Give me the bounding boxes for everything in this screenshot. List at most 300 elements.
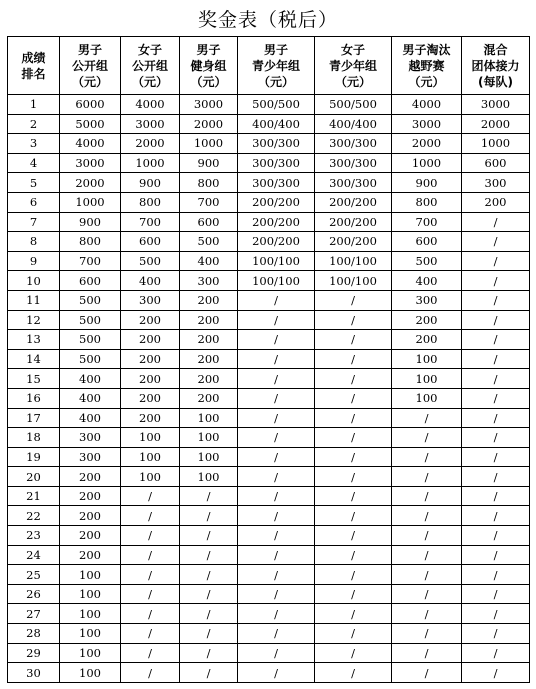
prize-cell-mixed-team-relay: 3000 xyxy=(462,95,530,115)
prize-cell-men-elimination-trail: / xyxy=(392,604,462,624)
table-row xyxy=(8,663,530,683)
prize-cell-mixed-team-relay: / xyxy=(462,330,530,350)
prize-cell-women-open: 700 xyxy=(121,212,180,232)
table-row xyxy=(8,349,530,369)
prize-cell-men-youth: / xyxy=(238,447,315,467)
rank-cell: 5 xyxy=(8,173,60,193)
prize-cell-men-elimination-trail: / xyxy=(392,486,462,506)
prize-cell-men-elimination-trail: 400 xyxy=(392,271,462,291)
prize-cell-men-open: 300 xyxy=(60,428,121,448)
prize-cell-mixed-team-relay: / xyxy=(462,565,530,585)
prize-cell-women-youth: / xyxy=(315,447,392,467)
prize-cell-men-elimination-trail: / xyxy=(392,506,462,526)
column-header-rank xyxy=(8,37,60,95)
prize-cell-mixed-team-relay: / xyxy=(462,663,530,683)
table-row xyxy=(8,604,530,624)
prize-cell-men-youth: 400/400 xyxy=(238,114,315,134)
prize-cell-women-open: 200 xyxy=(121,330,180,350)
prize-cell-mixed-team-relay: / xyxy=(462,349,530,369)
rank-cell: 26 xyxy=(8,584,60,604)
prize-cell-men-elimination-trail: 200 xyxy=(392,310,462,330)
prize-cell-men-elimination-trail: / xyxy=(392,545,462,565)
prize-cell-mixed-team-relay: / xyxy=(462,271,530,291)
column-header-line: 男子 xyxy=(263,42,288,57)
prize-cell-women-youth: / xyxy=(315,310,392,330)
column-header-line: (每队) xyxy=(478,74,513,89)
prize-cell-men-open: 1000 xyxy=(60,192,121,212)
prize-cell-women-open: / xyxy=(121,604,180,624)
prize-cell-women-youth: 200/200 xyxy=(315,192,392,212)
rank-cell: 23 xyxy=(8,526,60,546)
prize-cell-mixed-team-relay: / xyxy=(462,624,530,644)
table-row xyxy=(8,290,530,310)
prize-cell-men-open: 100 xyxy=(60,604,121,624)
prize-cell-women-youth: / xyxy=(315,486,392,506)
prize-cell-men-open: 100 xyxy=(60,663,121,683)
prize-cell-men-elimination-trail: 700 xyxy=(392,212,462,232)
prize-cell-women-youth: 300/300 xyxy=(315,173,392,193)
column-header-line: （元） xyxy=(71,74,108,89)
prize-cell-mixed-team-relay: / xyxy=(462,290,530,310)
prize-cell-men-youth: / xyxy=(238,349,315,369)
prize-cell-men-fitness: 3000 xyxy=(180,95,238,115)
prize-cell-men-fitness: 100 xyxy=(180,467,238,487)
rank-cell: 28 xyxy=(8,624,60,644)
prize-cell-women-open: 200 xyxy=(121,369,180,389)
prize-cell-mixed-team-relay: / xyxy=(462,212,530,232)
prize-cell-men-fitness: / xyxy=(180,486,238,506)
prize-cell-mixed-team-relay: / xyxy=(462,604,530,624)
prize-cell-men-elimination-trail: / xyxy=(392,467,462,487)
table-row xyxy=(8,134,530,154)
prize-cell-men-elimination-trail: / xyxy=(392,408,462,428)
prize-cell-men-open: 400 xyxy=(60,408,121,428)
prize-cell-men-youth: / xyxy=(238,388,315,408)
prize-cell-mixed-team-relay: / xyxy=(462,447,530,467)
prize-cell-women-open: / xyxy=(121,526,180,546)
column-header-women-open xyxy=(121,37,180,95)
prize-cell-men-elimination-trail: 100 xyxy=(392,369,462,389)
prize-cell-men-youth: 200/200 xyxy=(238,232,315,252)
prize-cell-women-youth: 100/100 xyxy=(315,271,392,291)
rank-cell: 16 xyxy=(8,388,60,408)
table-title: 奖金表（税后） xyxy=(197,9,338,31)
prize-cell-men-youth: 500/500 xyxy=(238,95,315,115)
prize-cell-men-elimination-trail: 800 xyxy=(392,192,462,212)
prize-cell-men-elimination-trail: 600 xyxy=(392,232,462,252)
prize-cell-men-open: 300 xyxy=(60,447,121,467)
prize-cell-men-elimination-trail: / xyxy=(392,663,462,683)
prize-cell-women-open: 900 xyxy=(121,173,180,193)
prize-cell-men-elimination-trail: 2000 xyxy=(392,134,462,154)
prize-cell-men-fitness: / xyxy=(180,643,238,663)
prize-cell-mixed-team-relay: / xyxy=(462,467,530,487)
prize-cell-mixed-team-relay: 1000 xyxy=(462,134,530,154)
column-header-line: 男子 xyxy=(196,42,221,57)
prize-cell-men-elimination-trail: 1000 xyxy=(392,153,462,173)
prize-cell-men-elimination-trail: / xyxy=(392,447,462,467)
prize-cell-men-fitness: / xyxy=(180,624,238,644)
prize-cell-women-open: / xyxy=(121,584,180,604)
prize-cell-men-fitness: / xyxy=(180,506,238,526)
prize-cell-women-youth: / xyxy=(315,663,392,683)
prize-cell-men-open: 500 xyxy=(60,349,121,369)
prize-cell-women-youth: / xyxy=(315,349,392,369)
prize-cell-men-elimination-trail: / xyxy=(392,624,462,644)
prize-cell-men-fitness: 100 xyxy=(180,408,238,428)
prize-cell-mixed-team-relay: / xyxy=(462,369,530,389)
prize-cell-men-fitness: / xyxy=(180,663,238,683)
prize-cell-men-youth: 200/200 xyxy=(238,212,315,232)
prize-cell-women-open: 600 xyxy=(121,232,180,252)
prize-cell-women-youth: / xyxy=(315,526,392,546)
prize-cell-men-elimination-trail: 300 xyxy=(392,290,462,310)
prize-cell-mixed-team-relay: / xyxy=(462,251,530,271)
prize-cell-women-open: 500 xyxy=(121,251,180,271)
prize-cell-women-youth: / xyxy=(315,428,392,448)
column-header-men-fitness xyxy=(180,37,238,95)
column-header-line: 健身组 xyxy=(190,58,227,73)
rank-cell: 8 xyxy=(8,232,60,252)
rank-cell: 11 xyxy=(8,290,60,310)
column-header-men-elimination-trail xyxy=(392,37,462,95)
prize-cell-men-elimination-trail: 200 xyxy=(392,330,462,350)
prize-cell-women-youth: / xyxy=(315,545,392,565)
table-row xyxy=(8,95,530,115)
prize-cell-men-youth: 100/100 xyxy=(238,251,315,271)
rank-cell: 17 xyxy=(8,408,60,428)
rank-cell: 13 xyxy=(8,330,60,350)
column-header-line: 混合 xyxy=(483,42,508,57)
prize-cell-men-fitness: 200 xyxy=(180,310,238,330)
table-row xyxy=(8,447,530,467)
column-header-men-youth xyxy=(238,37,315,95)
column-header-line: （元） xyxy=(131,74,168,89)
prize-cell-men-youth: / xyxy=(238,290,315,310)
table-row xyxy=(8,565,530,585)
prize-cell-men-youth: / xyxy=(238,428,315,448)
prize-cell-men-fitness: / xyxy=(180,584,238,604)
rank-cell: 10 xyxy=(8,271,60,291)
rank-cell: 3 xyxy=(8,134,60,154)
prize-cell-men-open: 4000 xyxy=(60,134,121,154)
prize-cell-mixed-team-relay: / xyxy=(462,545,530,565)
prize-cell-men-fitness: 200 xyxy=(180,369,238,389)
column-header-line: 公开组 xyxy=(71,58,108,73)
table-row xyxy=(8,428,530,448)
prize-cell-women-open: 1000 xyxy=(121,153,180,173)
prize-cell-men-open: 500 xyxy=(60,290,121,310)
rank-cell: 21 xyxy=(8,486,60,506)
rank-cell: 14 xyxy=(8,349,60,369)
prize-cell-women-youth: / xyxy=(315,604,392,624)
table-row xyxy=(8,486,530,506)
prize-cell-women-open: 100 xyxy=(121,447,180,467)
prize-cell-men-open: 500 xyxy=(60,330,121,350)
table-body xyxy=(8,95,530,683)
table-row xyxy=(8,232,530,252)
prize-cell-men-elimination-trail: 4000 xyxy=(392,95,462,115)
column-header-line: 女子 xyxy=(137,42,162,57)
prize-cell-men-youth: / xyxy=(238,467,315,487)
prize-cell-men-fitness: / xyxy=(180,545,238,565)
column-header-line: 公开组 xyxy=(131,58,168,73)
prize-cell-men-fitness: 2000 xyxy=(180,114,238,134)
prize-cell-mixed-team-relay: 600 xyxy=(462,153,530,173)
prize-cell-men-open: 200 xyxy=(60,467,121,487)
prize-cell-women-youth: 100/100 xyxy=(315,251,392,271)
prize-cell-men-fitness: 700 xyxy=(180,192,238,212)
prize-cell-men-youth: / xyxy=(238,643,315,663)
prize-cell-men-youth: / xyxy=(238,545,315,565)
prize-cell-women-open: / xyxy=(121,486,180,506)
prize-cell-men-youth: / xyxy=(238,624,315,644)
prize-cell-men-open: 600 xyxy=(60,271,121,291)
prize-cell-men-fitness: 800 xyxy=(180,173,238,193)
prize-cell-men-fitness: 300 xyxy=(180,271,238,291)
prize-cell-men-youth: / xyxy=(238,330,315,350)
prize-cell-women-open: 3000 xyxy=(121,114,180,134)
prize-cell-women-open: 100 xyxy=(121,467,180,487)
rank-cell: 15 xyxy=(8,369,60,389)
prize-cell-men-elimination-trail: 100 xyxy=(392,349,462,369)
prize-cell-men-elimination-trail: 900 xyxy=(392,173,462,193)
prize-cell-men-youth: 200/200 xyxy=(238,192,315,212)
table-row xyxy=(8,114,530,134)
prize-cell-men-open: 6000 xyxy=(60,95,121,115)
prize-cell-women-youth: / xyxy=(315,565,392,585)
prize-cell-mixed-team-relay: 2000 xyxy=(462,114,530,134)
prize-cell-mixed-team-relay: / xyxy=(462,643,530,663)
prize-cell-women-open: 400 xyxy=(121,271,180,291)
prize-cell-men-youth: / xyxy=(238,584,315,604)
prize-cell-men-fitness: / xyxy=(180,526,238,546)
column-header-line: （元） xyxy=(334,74,371,89)
prize-cell-women-youth: / xyxy=(315,290,392,310)
column-header-line: （元） xyxy=(408,74,445,89)
prize-cell-men-fitness: 200 xyxy=(180,290,238,310)
rank-cell: 18 xyxy=(8,428,60,448)
column-header-line: 团体接力 xyxy=(471,58,520,73)
prize-cell-mixed-team-relay: / xyxy=(462,584,530,604)
rank-cell: 20 xyxy=(8,467,60,487)
prize-cell-men-open: 900 xyxy=(60,212,121,232)
table-row xyxy=(8,212,530,232)
prize-cell-men-youth: 300/300 xyxy=(238,134,315,154)
rank-cell: 2 xyxy=(8,114,60,134)
table-row xyxy=(8,173,530,193)
prize-cell-men-fitness: 200 xyxy=(180,330,238,350)
prize-cell-men-fitness: 400 xyxy=(180,251,238,271)
prize-cell-men-youth: / xyxy=(238,408,315,428)
prize-cell-women-open: 800 xyxy=(121,192,180,212)
prize-cell-men-fitness: / xyxy=(180,604,238,624)
column-header-line: 男子淘汰 xyxy=(402,42,451,57)
prize-cell-men-open: 100 xyxy=(60,624,121,644)
prize-cell-men-open: 200 xyxy=(60,506,121,526)
table-row xyxy=(8,545,530,565)
prize-cell-men-elimination-trail: 100 xyxy=(392,388,462,408)
prize-cell-women-youth: / xyxy=(315,369,392,389)
table-row xyxy=(8,330,530,350)
table-row xyxy=(8,369,530,389)
rank-cell: 25 xyxy=(8,565,60,585)
prize-cell-mixed-team-relay: / xyxy=(462,526,530,546)
prize-cell-women-youth: 400/400 xyxy=(315,114,392,134)
prize-cell-men-fitness: 500 xyxy=(180,232,238,252)
prize-cell-men-open: 400 xyxy=(60,369,121,389)
table-row xyxy=(8,388,530,408)
table-row xyxy=(8,153,530,173)
column-header-line: 越野赛 xyxy=(408,58,445,73)
prize-cell-mixed-team-relay: / xyxy=(462,310,530,330)
rank-cell: 27 xyxy=(8,604,60,624)
prize-cell-mixed-team-relay: 200 xyxy=(462,192,530,212)
prize-cell-women-open: 200 xyxy=(121,388,180,408)
table-row xyxy=(8,643,530,663)
prize-cell-women-open: 4000 xyxy=(121,95,180,115)
table-row xyxy=(8,310,530,330)
column-header-line: （元） xyxy=(257,74,294,89)
prize-cell-men-fitness: 600 xyxy=(180,212,238,232)
rank-cell: 4 xyxy=(8,153,60,173)
prize-cell-mixed-team-relay: / xyxy=(462,428,530,448)
table-row xyxy=(8,526,530,546)
prize-cell-men-elimination-trail: / xyxy=(392,526,462,546)
prize-cell-men-open: 5000 xyxy=(60,114,121,134)
prize-cell-women-youth: / xyxy=(315,643,392,663)
column-header-women-youth xyxy=(315,37,392,95)
column-header-line: 排名 xyxy=(21,66,46,81)
prize-cell-men-elimination-trail: 3000 xyxy=(392,114,462,134)
column-header-line: 青少年组 xyxy=(328,58,377,73)
prize-cell-men-fitness: 1000 xyxy=(180,134,238,154)
table-row xyxy=(8,408,530,428)
column-header-line: 青少年组 xyxy=(251,58,300,73)
prize-cell-women-youth: / xyxy=(315,584,392,604)
table-row xyxy=(8,624,530,644)
column-header-line: 成绩 xyxy=(21,50,46,65)
prize-cell-women-youth: 500/500 xyxy=(315,95,392,115)
rank-cell: 6 xyxy=(8,192,60,212)
prize-cell-men-fitness: 200 xyxy=(180,349,238,369)
prize-cell-men-youth: / xyxy=(238,506,315,526)
table-row xyxy=(8,251,530,271)
prize-cell-mixed-team-relay: 300 xyxy=(462,173,530,193)
prize-cell-men-open: 100 xyxy=(60,584,121,604)
column-header-line: 男子 xyxy=(77,42,102,57)
prize-cell-women-open: 200 xyxy=(121,349,180,369)
column-header-mixed-team-relay xyxy=(462,37,530,95)
table-row xyxy=(8,584,530,604)
prize-cell-women-open: / xyxy=(121,506,180,526)
prize-cell-men-open: 200 xyxy=(60,545,121,565)
prize-cell-women-open: / xyxy=(121,643,180,663)
prize-cell-men-youth: 100/100 xyxy=(238,271,315,291)
prize-cell-mixed-team-relay: / xyxy=(462,486,530,506)
prize-cell-men-elimination-trail: / xyxy=(392,428,462,448)
prize-cell-men-elimination-trail: / xyxy=(392,643,462,663)
prize-cell-men-youth: 300/300 xyxy=(238,153,315,173)
prize-cell-men-youth: 300/300 xyxy=(238,173,315,193)
prize-cell-men-elimination-trail: / xyxy=(392,565,462,585)
prize-cell-men-fitness: 900 xyxy=(180,153,238,173)
prize-cell-women-youth: 300/300 xyxy=(315,153,392,173)
prize-cell-women-youth: 200/200 xyxy=(315,212,392,232)
prize-cell-women-youth: 300/300 xyxy=(315,134,392,154)
prize-cell-women-youth: / xyxy=(315,330,392,350)
prize-cell-men-open: 100 xyxy=(60,643,121,663)
prize-cell-men-youth: / xyxy=(238,604,315,624)
prize-cell-women-open: 200 xyxy=(121,408,180,428)
header-row xyxy=(8,37,530,95)
prize-cell-men-fitness: 100 xyxy=(180,428,238,448)
prize-cell-women-open: / xyxy=(121,624,180,644)
prize-cell-men-open: 400 xyxy=(60,388,121,408)
rank-cell: 30 xyxy=(8,663,60,683)
rank-cell: 29 xyxy=(8,643,60,663)
prize-cell-men-open: 200 xyxy=(60,526,121,546)
prize-cell-women-youth: / xyxy=(315,408,392,428)
rank-cell: 7 xyxy=(8,212,60,232)
prize-cell-men-fitness: 100 xyxy=(180,447,238,467)
prize-cell-women-open: / xyxy=(121,663,180,683)
prize-cell-men-open: 500 xyxy=(60,310,121,330)
prize-cell-men-youth: / xyxy=(238,565,315,585)
prize-cell-women-open: 200 xyxy=(121,310,180,330)
prize-cell-men-open: 3000 xyxy=(60,153,121,173)
prize-cell-women-open: 300 xyxy=(121,290,180,310)
rank-cell: 19 xyxy=(8,447,60,467)
column-header-line: 女子 xyxy=(340,42,365,57)
table-row xyxy=(8,192,530,212)
table-row xyxy=(8,506,530,526)
prize-cell-women-open: / xyxy=(121,565,180,585)
prize-cell-men-elimination-trail: 500 xyxy=(392,251,462,271)
prize-cell-men-youth: / xyxy=(238,663,315,683)
rank-cell: 22 xyxy=(8,506,60,526)
prize-cell-women-open: / xyxy=(121,545,180,565)
prize-cell-men-youth: / xyxy=(238,369,315,389)
prize-cell-women-youth: / xyxy=(315,506,392,526)
prize-cell-men-fitness: / xyxy=(180,565,238,585)
table-row xyxy=(8,467,530,487)
prize-cell-men-open: 800 xyxy=(60,232,121,252)
prize-cell-women-open: 100 xyxy=(121,428,180,448)
rank-cell: 9 xyxy=(8,251,60,271)
prize-cell-men-youth: / xyxy=(238,310,315,330)
rank-cell: 1 xyxy=(8,95,60,115)
prize-cell-men-youth: / xyxy=(238,526,315,546)
prize-cell-men-elimination-trail: / xyxy=(392,584,462,604)
column-header-men-open xyxy=(60,37,121,95)
prize-cell-women-youth: / xyxy=(315,388,392,408)
rank-cell: 12 xyxy=(8,310,60,330)
prize-cell-men-youth: / xyxy=(238,486,315,506)
prize-cell-women-youth: / xyxy=(315,467,392,487)
prize-cell-mixed-team-relay: / xyxy=(462,506,530,526)
prize-cell-mixed-team-relay: / xyxy=(462,408,530,428)
prize-cell-women-open: 2000 xyxy=(121,134,180,154)
table-row xyxy=(8,271,530,291)
prize-table xyxy=(7,36,530,683)
rank-cell: 24 xyxy=(8,545,60,565)
column-header-line: （元） xyxy=(190,74,227,89)
prize-cell-men-open: 100 xyxy=(60,565,121,585)
prize-cell-mixed-team-relay: / xyxy=(462,388,530,408)
prize-cell-men-open: 2000 xyxy=(60,173,121,193)
prize-cell-men-open: 700 xyxy=(60,251,121,271)
